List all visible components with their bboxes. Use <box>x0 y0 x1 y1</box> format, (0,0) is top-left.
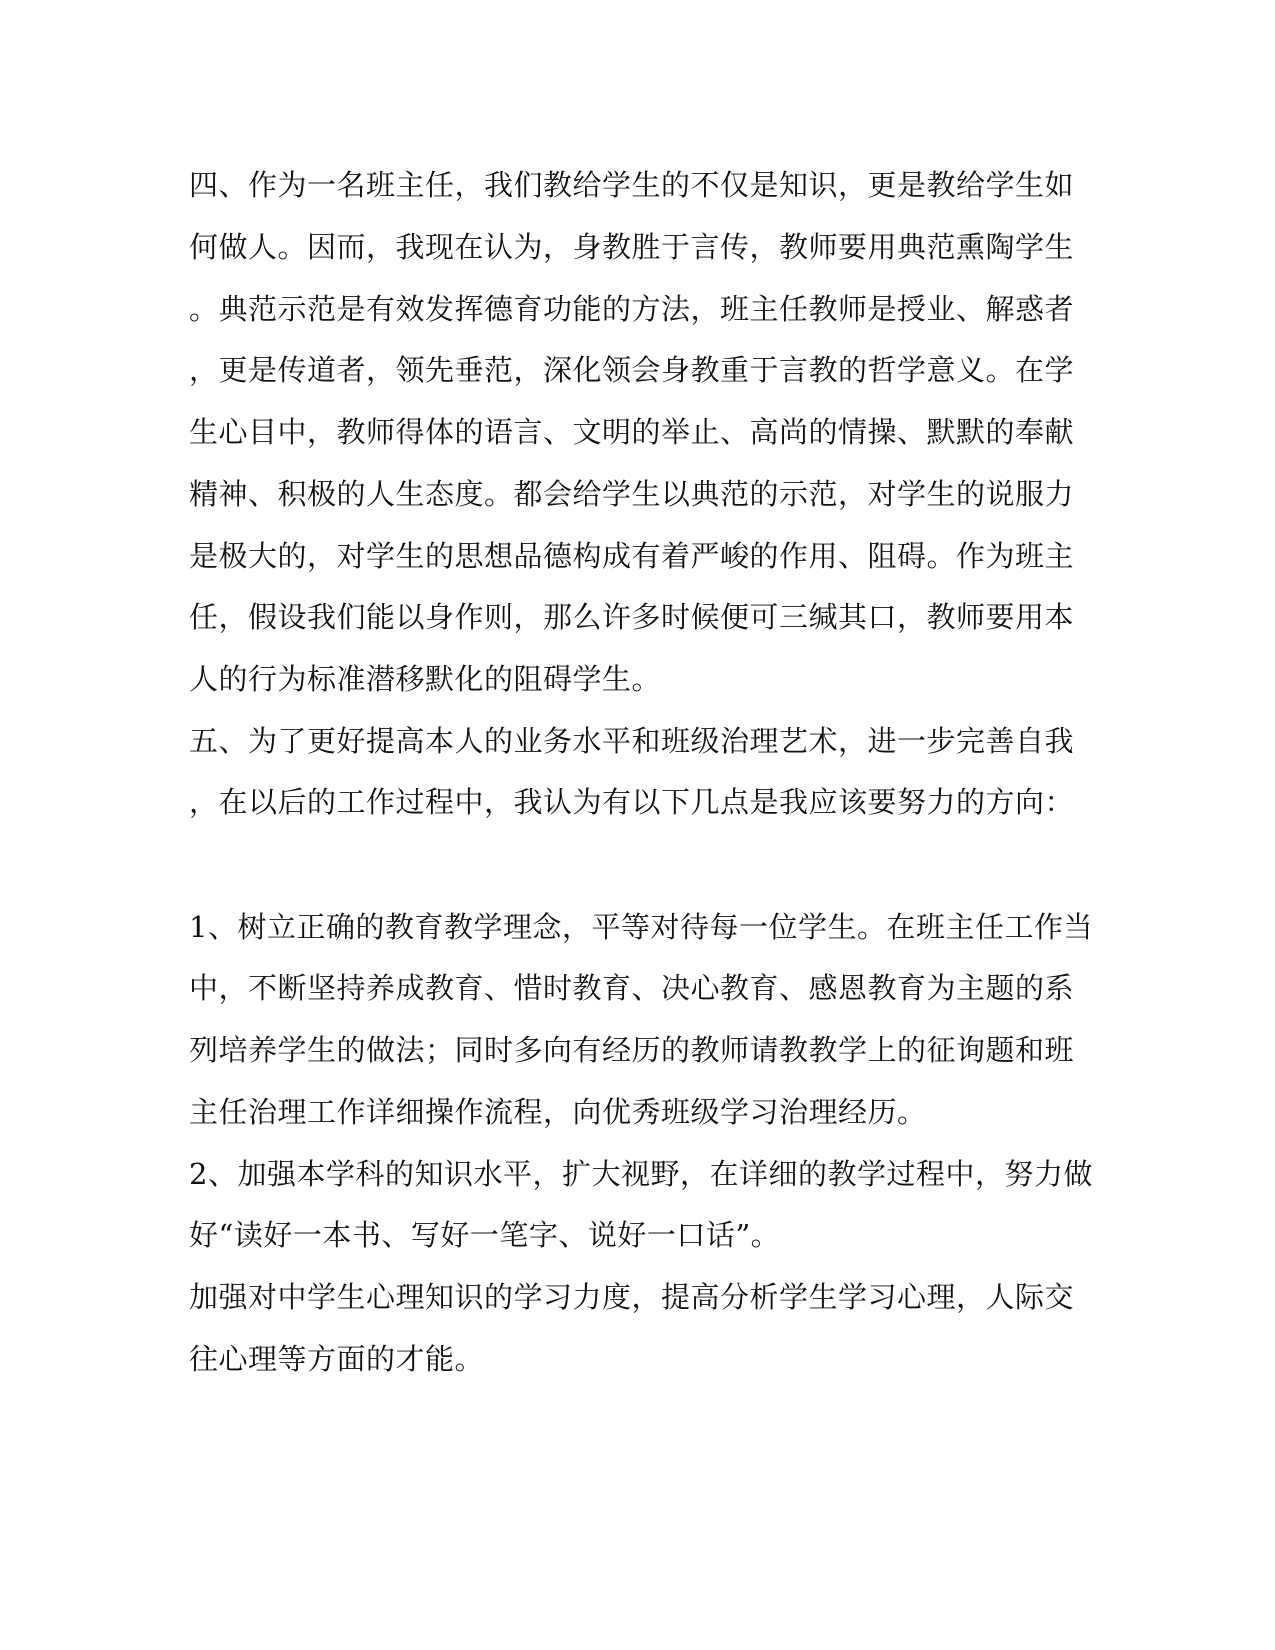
paragraph-4-line-5: 生心目中，教师得体的语言、文明的举止、高尚的情操、默默的奉献 <box>189 415 1075 449</box>
paragraph-4-line-1: 四、作为一名班主任，我们教给学生的不仅是知识，更是教给学生如 <box>189 168 1075 202</box>
paragraph-5-line-2: ，在以后的工作过程中，我认为有以下几点是我应该要努力的方向： <box>189 785 1075 819</box>
paragraph-4-line-6: 精神、积极的人生态度。都会给学生以典范的示范，对学生的说服力 <box>189 477 1075 511</box>
item-1-line-3: 列培养学生的做法；同时多向有经历的教师请教教学上的征询题和班 <box>189 1033 1075 1067</box>
paragraph-5-line-1: 五、为了更好提高本人的业务水平和班级治理艺术，进一步完善自我 <box>189 724 1075 758</box>
item-2-line-1: 2、加强本学科的知识水平，扩大视野，在详细的教学过程中，努力做 <box>189 1157 1093 1191</box>
paragraph-4-line-4: ，更是传道者，领先垂范，深化领会身教重于言教的哲学意义。在学 <box>189 353 1075 387</box>
paragraph-4-line-2: 何做人。因而，我现在认为，身教胜于言传，教师要用典范熏陶学生 <box>189 230 1075 264</box>
item-1-line-4: 主任治理工作详细操作流程，向优秀班级学习治理经历。 <box>189 1095 927 1129</box>
paragraph-4-line-8: 任，假设我们能以身作则，那么许多时候便可三缄其口，教师要用本 <box>189 600 1075 634</box>
item-1-line-2: 中，不断坚持养成教育、惜时教育、决心教育、感恩教育为主题的系 <box>189 971 1075 1005</box>
paragraph-4-line-7: 是极大的，对学生的思想品德构成有着严峻的作用、阻碍。作为班主 <box>189 539 1075 573</box>
paragraph-4-line-9: 人的行为标准潜移默化的阻碍学生。 <box>189 662 662 696</box>
item-3-line-2: 往心理等方面的才能。 <box>189 1342 485 1376</box>
paragraph-4-line-3: 。典范示范是有效发挥德育功能的方法，班主任教师是授业、解惑者 <box>189 292 1075 326</box>
item-3-line-1: 加强对中学生心理知识的学习力度，提高分析学生学习心理，人际交 <box>189 1280 1075 1314</box>
item-1-line-1: 1、树立正确的教育教学理念，平等对待每一位学生。在班主任工作当 <box>189 910 1093 944</box>
item-2-line-2: 好“读好一本书、写好一笔字、说好一口话”。 <box>189 1218 781 1252</box>
